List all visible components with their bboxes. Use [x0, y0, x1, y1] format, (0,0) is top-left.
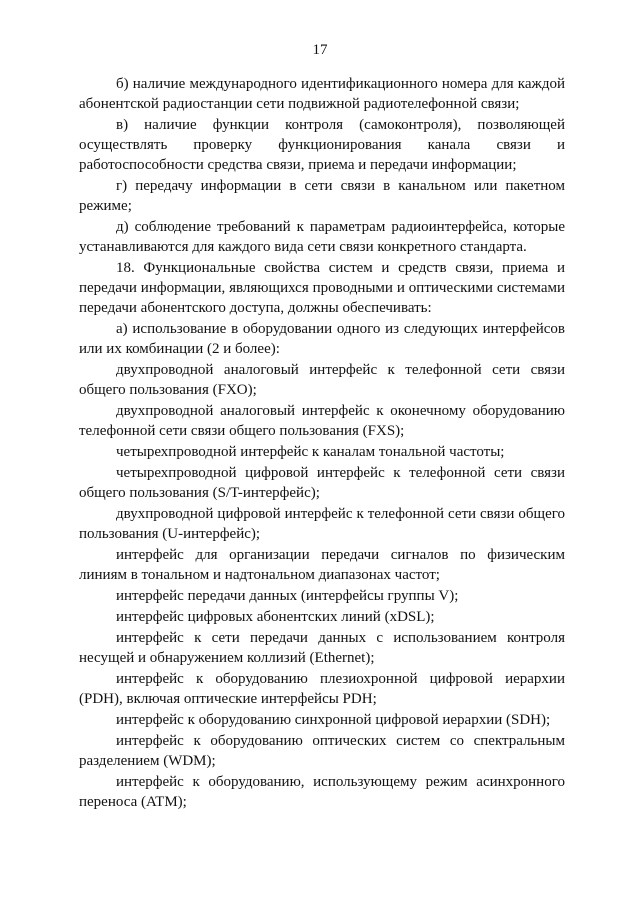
paragraph: интерфейс к оборудованию, использующему режим асинхронного переноса (ATM); [79, 774, 565, 810]
page-number: 17 [312, 42, 328, 58]
paragraph: интерфейс передачи данных (интерфейсы группы V); [116, 588, 459, 604]
paragraph: интерфейс к оборудованию плезиохронной цифровой иерархии (PDH), включая оптические интерфейсы PDH; [79, 671, 565, 707]
body-text [79, 74, 565, 813]
paragraph: в) наличие функции контроля (самоконтроля), позволяющей осуществлять проверку функционирования канала связи и работоспособности средства связи, приема и передачи информации; [79, 117, 565, 173]
paragraph: двухпроводной аналоговый интерфейс к телефонной сети связи общего пользования (FXO); [79, 362, 565, 398]
paragraph: четырехпроводной интерфейс к каналам тональной частоты; [116, 444, 505, 460]
paragraph: интерфейс цифровых абонентских линий (xDSL); [116, 609, 435, 625]
paragraph: интерфейс к оборудованию синхронной цифровой иерархии (SDH); [116, 712, 551, 728]
paragraph: а) использование в оборудовании одного из следующих интерфейсов или их комбинации (2 и более): [79, 321, 565, 357]
paragraph: б) наличие международного идентификационного номера для каждой абонентской радиостанции сети подвижной радиотелефонной связи; [79, 76, 565, 112]
paragraph: интерфейс для организации передачи сигналов по физическим линиям в тональном и надтональном диапазонах частот; [79, 547, 565, 583]
paragraph: д) соблюдение требований к параметрам радиоинтерфейса, которые устанавливаются для каждого вида сети связи конкретного стандарта. [79, 219, 565, 255]
paragraph: интерфейс к оборудованию оптических систем со спектральным разделением (WDM); [79, 733, 565, 769]
paragraph: 18. Функциональные свойства систем и средств связи, приема и передачи информации, являющихся проводными и оптическими системами передачи абонентского доступа, должны обеспечивать: [79, 260, 565, 316]
paragraph: двухпроводной аналоговый интерфейс к оконечному оборудованию телефонной сети связи общего пользования (FXS); [79, 403, 565, 439]
paragraph: г) передачу информации в сети связи в канальном или пакетном режиме; [79, 178, 565, 214]
paragraph: двухпроводной цифровой интерфейс к телефонной сети связи общего пользования (U-интерфейс); [79, 506, 565, 542]
paragraph: интерфейс к сети передачи данных с использованием контроля несущей и обнаружением коллизий (Ethernet); [79, 630, 565, 666]
paragraph: четырехпроводной цифровой интерфейс к телефонной сети связи общего пользования (S/T-интерфейс); [79, 465, 565, 501]
